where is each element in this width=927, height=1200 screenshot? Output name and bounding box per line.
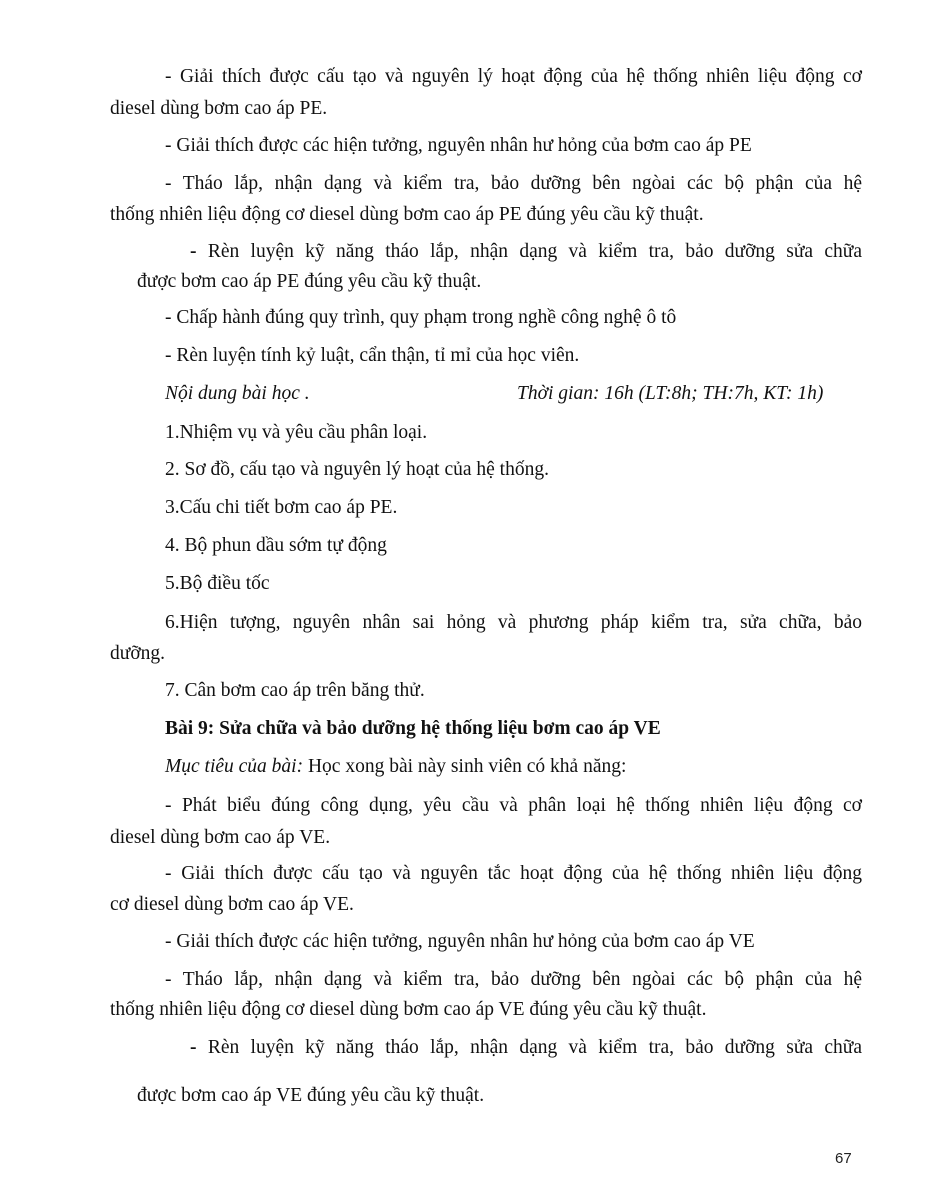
objective-ve-5-text: Rèn luyện kỹ năng tháo lắp, nhận dạng và kiểm tra, bảo dưỡng sửa chữa [196, 1037, 862, 1058]
objective-intro-text: Học xong bài này sinh viên có khả năng: [303, 756, 627, 777]
content-item-6-line2: dưỡng. [110, 643, 166, 664]
objective-pe-4-line1 [190, 240, 862, 264]
bold-dash: - [190, 241, 197, 262]
objective-ve-2-line1: - Giải thích được cấu tạo và nguyên tắc hoạt động của hệ thống nhiên liệu động [165, 863, 862, 884]
objective-pe-5: - Chấp hành đúng quy trình, quy phạm trong nghề công nghệ ô tô [165, 307, 677, 328]
page-number: 67 [835, 1150, 852, 1167]
objective-ve-1-line2: diesel dùng bơm cao áp VE. [110, 827, 331, 848]
objective-pe-4-line2: được bơm cao áp PE đúng yêu cầu kỹ thuật. [137, 271, 482, 292]
lesson-9-objective-intro [165, 755, 862, 779]
objective-pe-6: - Rèn luyện tính kỷ luật, cẩn thận, tỉ mỉ của học viên. [165, 345, 580, 366]
bold-dash: - [190, 1037, 197, 1058]
content-item-7: 7. Cân bơm cao áp trên băng thử. [165, 680, 425, 701]
objective-pe-4-text: Rèn luyện kỹ năng tháo lắp, nhận dạng và kiểm tra, bảo dưỡng sửa chữa [196, 241, 862, 262]
objective-pe-2: - Giải thích được các hiện tưởng, nguyên nhân hư hỏng của bơm cao áp PE [165, 135, 752, 156]
content-item-1: 1.Nhiệm vụ và yêu cầu phân loại. [165, 422, 428, 443]
objective-ve-1-line1: - Phát biểu đúng công dụng, yêu cầu và phân loại hệ thống nhiên liệu động cơ [165, 795, 862, 816]
objective-pe-3-line1: - Tháo lắp, nhận dạng và kiểm tra, bảo dưỡng bên ngòai các bộ phận của hệ [165, 173, 862, 194]
objective-label: Mục tiêu của bài: [165, 756, 304, 777]
objective-ve-3: - Giải thích được các hiện tưởng, nguyên nhân hư hỏng của bơm cao áp VE [165, 931, 755, 952]
objective-ve-2-line2: cơ diesel dùng bơm cao áp VE. [110, 894, 354, 915]
objective-ve-5-line2: được bơm cao áp VE đúng yêu cầu kỹ thuật. [137, 1085, 485, 1106]
content-item-6-line1: 6.Hiện tượng, nguyên nhân sai hỏng và phương pháp kiểm tra, sửa chữa, bảo [165, 612, 862, 633]
content-item-4: 4. Bộ phun dầu sớm tự động [165, 535, 387, 556]
lesson-9-title: Bài 9: Sửa chữa và bảo dưỡng hệ thống liệu bơm cao áp VE [165, 718, 661, 739]
objective-ve-4-line2: thống nhiên liệu động cơ diesel dùng bơm cao áp VE đúng yêu cầu kỹ thuật. [110, 999, 707, 1020]
objective-ve-5-line1 [190, 1036, 862, 1060]
content-item-2: 2. Sơ đồ, cấu tạo và nguyên lý hoạt của hệ thống. [165, 459, 549, 480]
content-item-3: 3.Cấu chi tiết bơm cao áp PE. [165, 497, 398, 518]
content-item-5: 5.Bộ điều tốc [165, 573, 270, 594]
objective-pe-3-line2: thống nhiên liệu động cơ diesel dùng bơm cao áp PE đúng yêu cầu kỹ thuật. [110, 204, 704, 225]
content-heading-label: Nội dung bài học . [165, 383, 310, 404]
objective-pe-1-line2: diesel dùng bơm cao áp PE. [110, 98, 328, 119]
objective-ve-4-line1: - Tháo lắp, nhận dạng và kiểm tra, bảo dưỡng bên ngòai các bộ phận của hệ [165, 969, 862, 990]
objective-pe-1-line1: - Giải thích được cấu tạo và nguyên lý hoạt động của hệ thống nhiên liệu động cơ [165, 66, 862, 87]
content-time: Thời gian: 16h (LT:8h; TH:7h, KT: 1h) [517, 383, 824, 404]
